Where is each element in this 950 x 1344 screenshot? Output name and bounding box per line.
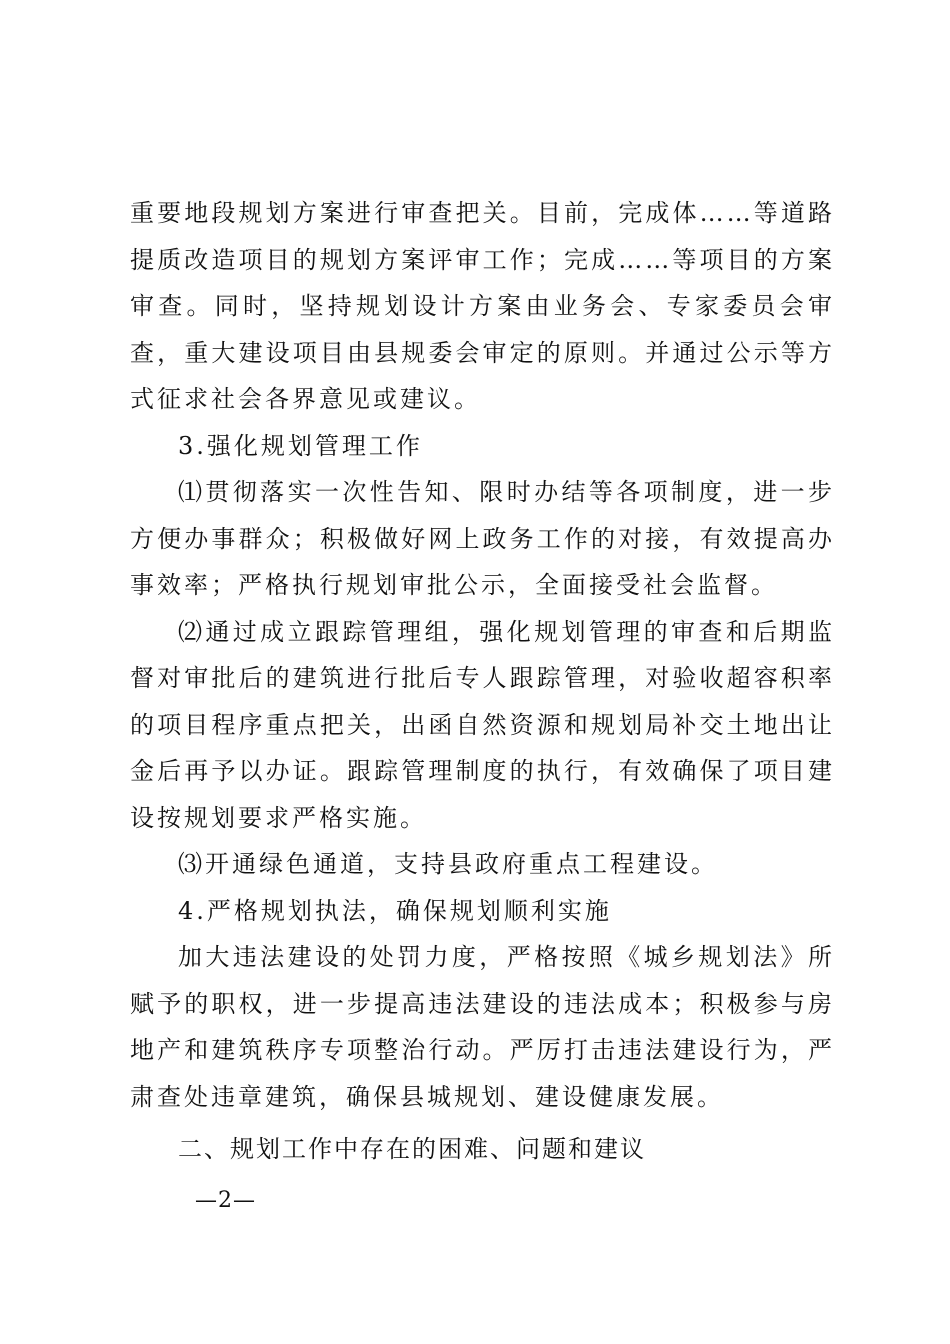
paragraph-continuation: 重要地段规划方案进行审查把关。目前，完成体……等道路提质改造项目的规划方案评审工作；完成……等项目的方案审查。同时，坚持规划设计方案由业务会、专家委员会审查，重大建设项目由县规委会审定的原则。并通过公示等方式征求社会各界意见或建议。 [130,199,835,413]
section-heading: 二、规划工作中存在的困难、问题和建议 [178,1135,646,1163]
paragraph-item-3: ⑶开通绿色通道，支持县政府重点工程建设。 [178,850,718,878]
paragraph-item-2: ⑵通过成立跟踪管理组，强化规划管理的审查和后期监督对审批后的建筑进行批后专人跟踪管理，对验收超容积率的项目程序重点把关，出函自然资源和规划局补交土地出让金后再予以办证。跟踪管理制度的执行，有效确保了项目建设按规划要求严格实施。 [130,617,835,832]
page-number: —2— [195,1188,256,1213]
document-body [130,190,835,1174]
subheading-strengthen-management: 3.强化规划管理工作 [178,431,423,460]
subheading-strict-enforcement: 4.严格规划执法，确保规划顺利实施 [178,896,612,925]
paragraph-item-1: ⑴贯彻落实一次性告知、限时办结等各项制度，进一步方便办事群众；积极做好网上政务工作的对接，有效提高办事效率；严格执行规划审批公示，全面接受社会监督。 [130,478,835,599]
paragraph-enforcement: 加大违法建设的处罚力度，严格按照《城乡规划法》所赋予的职权，进一步提高违法建设的违法成本；积极参与房地产和建筑秩序专项整治行动。严厉打击违法建设行为，严肃查处违章建筑，确保县城规划、建设健康发展。 [130,943,835,1111]
